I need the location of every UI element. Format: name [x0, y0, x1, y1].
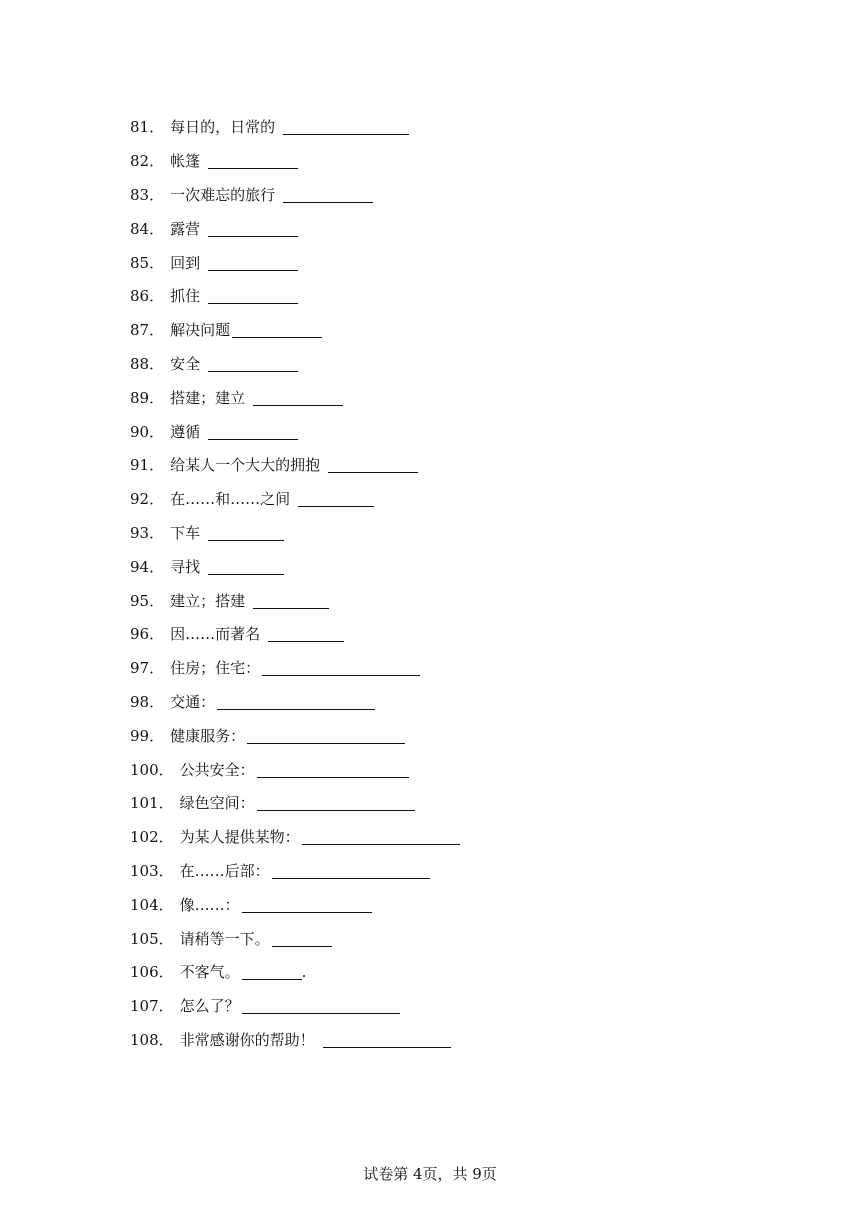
question-number: 94．: [130, 557, 165, 576]
question-number: 98．: [130, 692, 165, 711]
question-number: 90．: [130, 422, 165, 441]
answer-blank[interactable]: [232, 323, 322, 338]
question-item: [130, 279, 770, 313]
question-number: 82．: [130, 152, 165, 171]
answer-blank[interactable]: [323, 1033, 451, 1048]
question-text: 不客气。: [179, 963, 240, 982]
question-text: 住房；住宅：: [170, 659, 261, 678]
question-item: [130, 347, 770, 381]
question-text: 遵循: [170, 422, 201, 441]
question-item: [130, 448, 770, 482]
question-number: 95．: [130, 591, 165, 610]
question-item: [130, 617, 770, 651]
answer-blank[interactable]: [208, 289, 298, 304]
answer-blank[interactable]: [257, 763, 409, 778]
question-text: 露营: [170, 219, 201, 238]
question-item: [130, 718, 770, 752]
page-footer: 试卷第 4页，共 9页: [363, 1165, 497, 1183]
question-item: [130, 380, 770, 414]
question-text: 健康服务：: [170, 726, 246, 745]
question-text: 怎么了？: [179, 997, 240, 1016]
question-number: 93．: [130, 523, 165, 542]
question-item: [130, 414, 770, 448]
question-item: [130, 211, 770, 245]
question-number: 101．: [130, 794, 174, 813]
question-item: [130, 685, 770, 719]
question-item: [130, 752, 770, 786]
answer-blank[interactable]: [208, 154, 298, 169]
answer-blank[interactable]: [247, 729, 405, 744]
answer-blank[interactable]: [242, 999, 400, 1014]
answer-blank[interactable]: [262, 661, 420, 676]
question-item: [130, 854, 770, 888]
question-text: 帐篷: [170, 152, 201, 171]
question-text: 一次难忘的旅行: [170, 185, 276, 204]
question-text: 每日的，日常的: [170, 118, 276, 137]
question-number: 108．: [130, 1030, 174, 1049]
question-text: 绿色空间：: [179, 794, 255, 813]
question-number: 87．: [130, 321, 165, 340]
question-text: 解决问题: [170, 321, 231, 340]
question-text: 抓住: [170, 287, 201, 306]
question-text: 回到: [170, 253, 201, 272]
question-number: 92．: [130, 490, 165, 509]
question-text: 像……：: [179, 895, 240, 914]
question-item: [130, 178, 770, 212]
question-item: [130, 887, 770, 921]
question-number: 83．: [130, 185, 165, 204]
answer-blank[interactable]: [208, 526, 284, 541]
question-number: 84．: [130, 219, 165, 238]
answer-blank[interactable]: [208, 560, 284, 575]
answer-blank[interactable]: [272, 932, 332, 947]
question-number: 102．: [130, 828, 174, 847]
question-item: [130, 482, 770, 516]
question-text: 在……后部：: [179, 861, 270, 880]
question-item: [130, 989, 770, 1023]
question-number: 86．: [130, 287, 165, 306]
question-number: 81．: [130, 118, 165, 137]
answer-blank[interactable]: [242, 898, 372, 913]
answer-blank[interactable]: [272, 864, 430, 879]
question-number: 96．: [130, 625, 165, 644]
question-text: 寻找: [170, 557, 201, 576]
question-text: 给某人一个大大的拥抱: [170, 456, 321, 475]
question-item: [130, 955, 770, 989]
question-item: [130, 786, 770, 820]
answer-blank[interactable]: [208, 222, 298, 237]
vocabulary-list: [130, 110, 770, 1056]
answer-blank[interactable]: [268, 627, 344, 642]
answer-blank[interactable]: [242, 965, 302, 980]
answer-blank[interactable]: [208, 256, 298, 271]
question-text: 安全: [170, 354, 201, 373]
question-number: 107．: [130, 997, 174, 1016]
question-text: 在……和……之间: [170, 490, 291, 509]
question-item: [130, 549, 770, 583]
answer-blank[interactable]: [253, 391, 343, 406]
question-item: [130, 651, 770, 685]
answer-blank[interactable]: [217, 695, 375, 710]
question-text: 搭建；建立: [170, 388, 246, 407]
question-number: 89．: [130, 388, 165, 407]
answer-blank[interactable]: [283, 120, 409, 135]
question-item: [130, 313, 770, 347]
question-text: 建立；搭建: [170, 591, 246, 610]
question-number: 99．: [130, 726, 165, 745]
question-item: [130, 820, 770, 854]
question-text: 请稍等一下。: [179, 929, 270, 948]
question-number: 97．: [130, 659, 165, 678]
question-text: 因……而著名: [170, 625, 261, 644]
question-item: [130, 516, 770, 550]
question-number: 105．: [130, 929, 174, 948]
question-item: [130, 921, 770, 955]
question-number: 100．: [130, 760, 174, 779]
question-number: 85．: [130, 253, 165, 272]
question-item: [130, 110, 770, 144]
question-item: [130, 144, 770, 178]
question-number: 88．: [130, 354, 165, 373]
question-text: 公共安全：: [179, 760, 255, 779]
question-number: 106．: [130, 963, 174, 982]
question-item: [130, 245, 770, 279]
answer-blank[interactable]: [253, 594, 329, 609]
question-number: 91．: [130, 456, 165, 475]
question-text: 为某人提供某物：: [179, 828, 300, 847]
answer-blank[interactable]: [208, 357, 298, 372]
answer-suffix: .: [301, 962, 307, 981]
answer-blank[interactable]: [298, 492, 374, 507]
question-number: 103．: [130, 861, 174, 880]
answer-blank[interactable]: [302, 830, 460, 845]
question-text: 非常感谢你的帮助！: [179, 1030, 315, 1049]
question-text: 下车: [170, 523, 201, 542]
answer-blank[interactable]: [328, 458, 418, 473]
question-number: 104．: [130, 895, 174, 914]
answer-blank[interactable]: [283, 188, 373, 203]
question-text: 交通：: [170, 692, 216, 711]
question-item: [130, 1023, 770, 1057]
question-item: [130, 583, 770, 617]
answer-blank[interactable]: [208, 425, 298, 440]
answer-blank[interactable]: [257, 796, 415, 811]
